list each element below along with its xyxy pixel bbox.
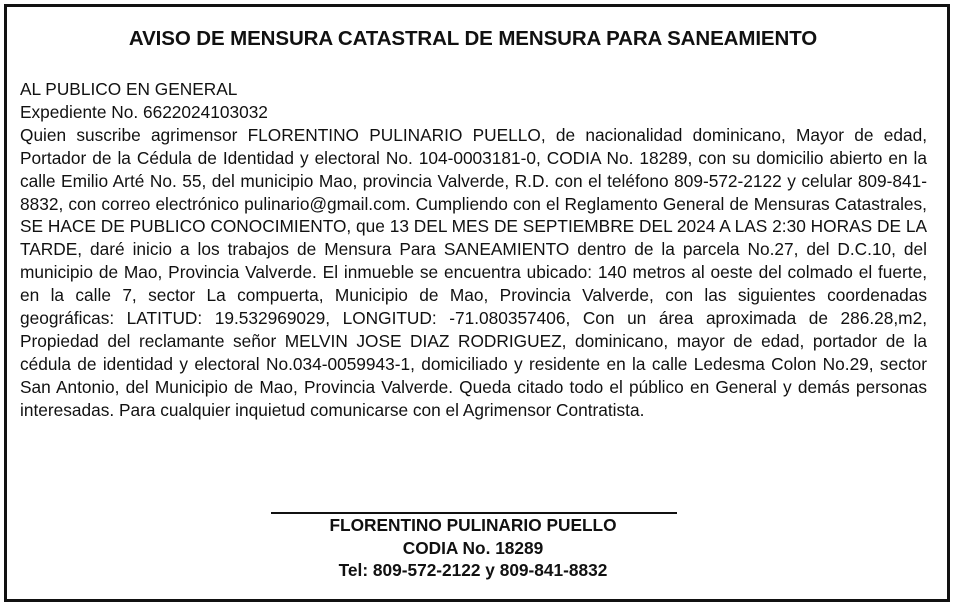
notice-title: AVISO DE MENSURA CATASTRAL DE MENSURA PARA SANEAMIENTO xyxy=(128,27,818,50)
notice-paragraph: Quien suscribe agrimensor FLORENTINO PULINARIO PUELLO, de nacionalidad dominicano, Mayor de edad, Portador de la Cédula de Identidad y electoral No. 104-0003181-0, CODIA No. 18289, con su domicilio abierto en la calle Emilio Arté No. 55, del municipio Mao, provincia Valverde, R.D. con el teléfono 809-572-2122 y celular 809-841-8832, con correo electrónico pulinario@gmail.com. Cumpliendo con el Reglamento General de Mensuras Catastrales, SE HACE DE PUBLICO CONOCIMIENTO, que 13 DEL MES DE SEPTIEMBRE DEL 2024 A LAS 2:30 HORAS DE LA TARDE, daré inicio a los trabajos de Mensura Para SANEAMIENTO dentro de la parcela No.27, del D.C.10, del municipio de Mao, Provincia Valverde. El inmueble se encuentra ubicado: 140 metros al oeste del colmado el fuerte, en la calle 7, sector La compuerta, Municipio de Mao, Provincia Valverde, con las siguientes coordenadas geográficas: LATITUD: 19.532969029, LONGITUD: -71.080357406, Con un área aproximada de 286.28,m2, Propiedad del reclamante señor MELVIN JOSE DIAZ RODRIGUEZ, dominicano, mayor de edad, portador de la cédula de identidad y electoral No.034-0059943-1, domiciliado y residente en la calle Ledesma Colon No.29, sector San Antonio, del Municipio de Mao, Provincia Valverde. Queda citado todo el público en General y demás personas interesadas. Para cualquier inquietud comunicarse con el Agrimensor Contratista. xyxy=(20,124,927,420)
signature-block xyxy=(0,514,946,582)
signature-name: FLORENTINO PULINARIO PUELLO xyxy=(329,515,617,535)
signature-phone: Tel: 809-572-2122 y 809-841-8832 xyxy=(338,560,608,580)
addressee-line: AL PUBLICO EN GENERAL xyxy=(20,79,238,99)
notice-body xyxy=(20,78,927,422)
signature-codia: CODIA No. 18289 xyxy=(402,537,544,558)
expediente-line: Expediente No. 6622024103032 xyxy=(20,101,268,122)
